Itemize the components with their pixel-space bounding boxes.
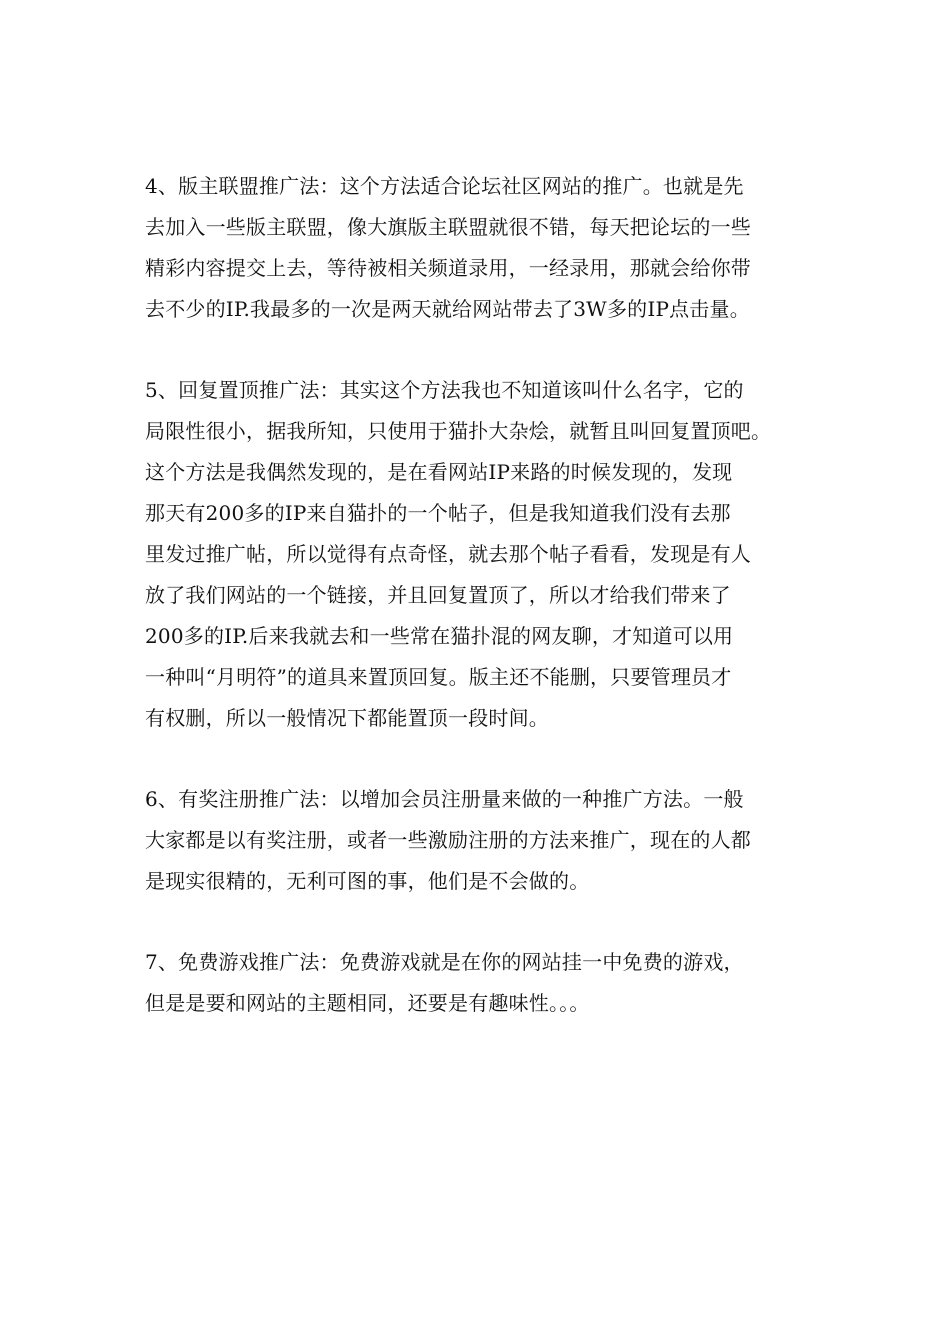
text-line: 里发过推广帖，所以觉得有点奇怪，就去那个帖子看看，发现是有人	[145, 542, 751, 566]
text-line: 是现实很精的，无利可图的事，他们是不会做的。	[145, 869, 590, 893]
text-line: 5、回复置顶推广法：其实这个方法我也不知道该叫什么名字，它的	[145, 378, 744, 402]
text-line: 去不少的IP.我最多的一次是两天就给网站带去了3W多的IP点击量。	[145, 297, 750, 321]
paragraph-5-reply-pin	[145, 370, 817, 739]
text-line: 去加入一些版主联盟，像大旗版主联盟就很不错，每天把论坛的一些	[145, 215, 751, 239]
text-line: 精彩内容提交上去，等待被相关频道录用，一经录用，那就会给你带	[145, 256, 751, 280]
paragraph-4-forum-moderator-alliance	[145, 166, 817, 330]
text-line: 有权删，所以一般情况下都能置顶一段时间。	[145, 706, 549, 730]
paragraph-7-free-games	[145, 942, 817, 1024]
text-line: 大家都是以有奖注册，或者一些激励注册的方法来推广，现在的人都	[145, 828, 751, 852]
text-line: 这个方法是我偶然发现的，是在看网站IP来路的时候发现的，发现	[145, 460, 733, 484]
text-line: 4、版主联盟推广法：这个方法适合论坛社区网站的推广。也就是先	[145, 174, 744, 198]
text-line: 放了我们网站的一个链接，并且回复置顶了，所以才给我们带来了	[145, 583, 731, 607]
text-line: 局限性很小，据我所知，只使用于猫扑大杂烩，就暂且叫回复置顶吧。	[145, 419, 772, 443]
text-line: 那天有200多的IP来自猫扑的一个帖子，但是我知道我们没有去那	[145, 501, 731, 525]
paragraph-6-reward-registration	[145, 779, 817, 902]
text-line: 200多的IP.后来我就去和一些常在猫扑混的网友聊，才知道可以用	[145, 624, 734, 648]
text-line: 一种叫“月明符”的道具来置顶回复。版主还不能删，只要管理员才	[145, 665, 732, 689]
text-line: 7、免费游戏推广法：免费游戏就是在你的网站挂一中免费的游戏，	[145, 950, 744, 974]
document-body	[145, 166, 817, 1064]
text-line: 但是是要和网站的主题相同，还要是有趣味性。。。	[145, 991, 590, 1015]
text-line: 6、有奖注册推广法：以增加会员注册量来做的一种推广方法。一般	[145, 787, 744, 811]
